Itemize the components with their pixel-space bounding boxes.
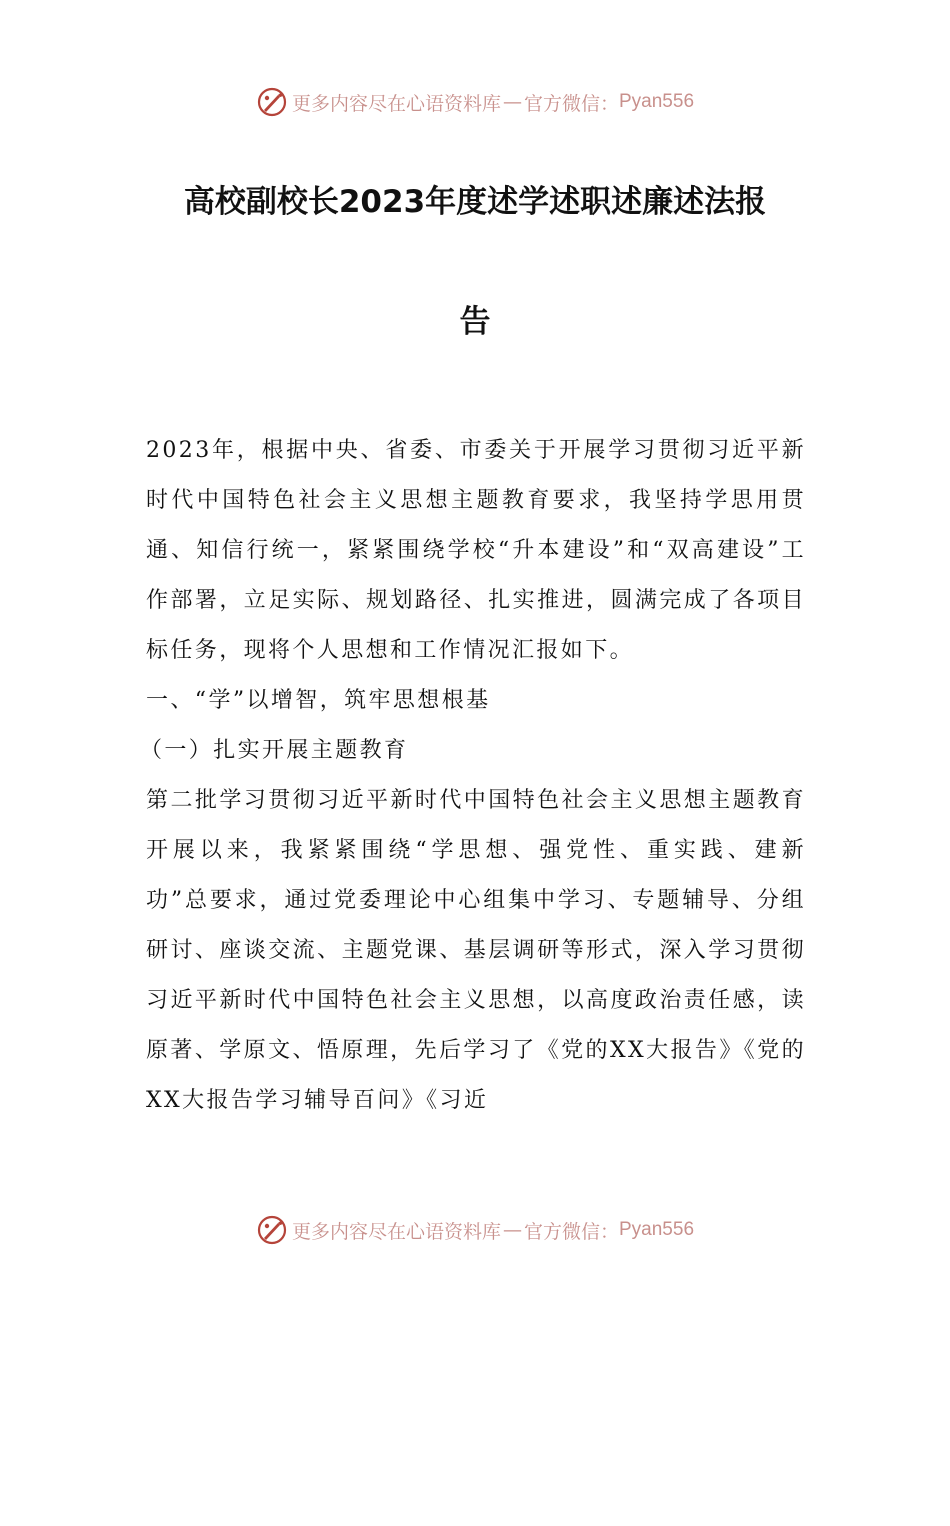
watermark-suffix: 官方微信： <box>523 92 619 115</box>
quill-logo-icon <box>256 1214 288 1246</box>
document-title-line-2: 告 <box>459 304 491 340</box>
section-heading: 一、“学”以增智，筑牢思想根基 <box>146 688 491 713</box>
watermark-suffix: 官方微信： <box>523 1220 619 1243</box>
watermark-text: 更多内容尽在心语资料库 <box>291 1220 501 1243</box>
body-paragraph-clip <box>146 776 806 1526</box>
watermark-text: 更多内容尽在心语资料库 <box>291 92 501 115</box>
document-title-line-1: 高校副校长2023年度述学述职述廉述法报 <box>183 184 767 220</box>
watermark-banner-top <box>0 82 950 122</box>
watermark-wechat-id: Pyan556 <box>619 91 695 112</box>
document-body <box>140 426 806 1526</box>
intro-paragraph: 2023年，根据中央、省委、市委关于开展学习贯彻习近平新时代中国特色社会主义思想主题教育要求，我坚持学思用贯通、知信行统一，紧紧围绕学校“升本建设”和“双高建设”工作部署，立足实际、规划路径、扎实推进，圆满完成了各项目标任务，现将个人思想和工作情况汇报如下。 <box>146 438 806 663</box>
quill-logo-icon <box>256 86 288 118</box>
body-paragraph: 第二批学习贯彻习近平新时代中国特色社会主义思想主题教育开展以来，我紧紧围绕“学思想、强党性、重实践、建新功”总要求，通过党委理论中心组集中学习、专题辅导、分组研讨、座谈交流、主题党课、基层调研等形式，深入学习贯彻习近平新时代中国特色社会主义思想，以高度政治责任感，读原著、学原文、悟原理，先后学习了《党的XX大报告》《党的XX大报告学习辅导百问》《习近 <box>146 788 806 1113</box>
watermark-separator: — <box>502 1219 522 1241</box>
watermark-banner-bottom <box>0 1210 950 1250</box>
watermark-separator: — <box>502 91 522 113</box>
subsection-heading: （一）扎实开展主题教育 <box>140 738 409 763</box>
watermark-wechat-id: Pyan556 <box>619 1219 695 1240</box>
